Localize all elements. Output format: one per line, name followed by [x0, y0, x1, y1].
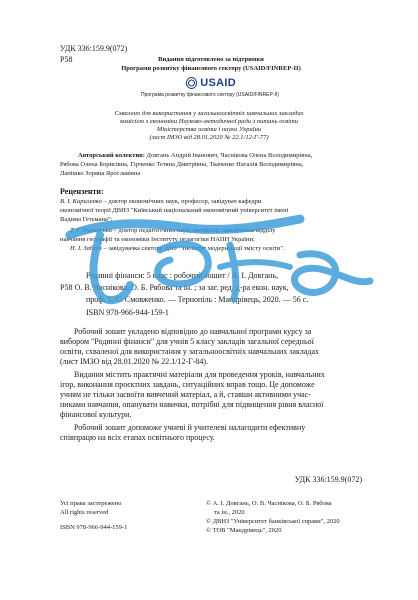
approval-line-2: комісією з економіки Науково-методичної ради з питань освіти [120, 118, 298, 125]
reviewer-2-line-2: навчання географії та економіки Інституту педагогіки НАПН України; [60, 236, 255, 243]
p3-line-2: співпрацю на всіх етапах освітнього процесу. [60, 433, 215, 442]
p1-line-3: освіти, схваленої для використання у загальноосвітніх навчальних закладах [60, 347, 320, 356]
p2-line-4: никами навчання, опанувати навички, потрібні для підвищення рівня власної [60, 400, 324, 409]
p3-line-1: Робочий зошит допоможе учневі й учителеві налагодити ефективну [74, 423, 306, 432]
p2-line-3: учням не тільки засвоїти вивчений матеріал, а й, ставши активними учас- [60, 390, 311, 399]
p1-line-1: Робочий зошит укладено відповідно до навчальної програми курсу за [74, 327, 312, 336]
reviewer-3-line-1 [70, 245, 360, 253]
p2-line-1: Видання містить практичні матеріали для проведення уроків, навчальних [74, 370, 325, 379]
rights-en: All rights reserved [60, 509, 109, 516]
annotation [60, 327, 362, 443]
copyright-authors: © А. І. Довгань, О. В. Часнікова, О. Б. Рябова [206, 500, 332, 507]
authors-names-1: Довгань Андрій Іванович, Часнікова Олена Володимирівна, [146, 152, 313, 159]
udk-code: УДК 336:159.9(072) [60, 44, 128, 53]
prepared-line-1: Видання підготовлено за підтримки [158, 56, 264, 63]
reviewer-2-line-1 [70, 227, 360, 235]
approval-line-4: (лист ІМЗО від 28.01.2020 № 22.1/12-Г-77) [149, 134, 269, 141]
reviewer-1-line-3: Вадима Гетьмана"; [60, 216, 113, 223]
reviewer-2-text: – доктор педагогічних наук, професор, завідувачка відділу [112, 227, 276, 234]
authors-line-3: Лапішко Зоряна Ярославівна [60, 170, 141, 177]
p1-line-4: (лист ІМЗО від 28.01.2020 № 22.1/12-Г-84). [60, 357, 209, 366]
p1-line-2: вибором "Родинні фінанси" для учнів 5 класу закладів загальної середньої [60, 337, 314, 346]
catalog-isbn: ISBN 978-966-944-159-1 [86, 308, 169, 317]
p2-line-5: фінансової культури. [60, 410, 132, 419]
authors-line-1 [78, 152, 368, 160]
reviewer-1-line-2: економічної теорії ДВНЗ "Київський національний економічний університет імені [60, 207, 289, 214]
rights-ua: Усі права застережено [60, 500, 122, 507]
reviewers-label: Рецензенти: [60, 187, 104, 196]
catalog-line-2 [60, 283, 400, 293]
usaid-subtitle: Програма розвитку фінансового сектору (USAID/FINREP-II) [141, 92, 279, 98]
usaid-logo [186, 76, 236, 90]
brush-stroke-cross [220, 262, 290, 267]
udk-bottom: УДК 336:159.9(072) [294, 475, 362, 484]
authors-label: Авторський колектив: [78, 152, 145, 159]
authors-line-2: Рябова Олена Борисівна, Гірченко Тетяна Дмитрівна, Ткаченко Наталія Володимирівна, [60, 161, 304, 168]
usaid-seal-icon [186, 77, 197, 89]
copyright-university: © ДВНЗ "Університет банківської справи", 2020 [206, 518, 340, 525]
p2-line-2: ігор, виконання проєктних завдань, ситуаційних вправ тощо. Це допоможе [60, 380, 315, 389]
usaid-wordmark: USAID [200, 77, 236, 89]
approval-line-1: Схвалено для використання у загальноосвітніх навчальних закладах [114, 110, 304, 117]
prepared-line-2: Програми розвитку фінансового сектору (USAID/FINREP-II) [121, 65, 301, 72]
copyright-authors-cont: та ін., 2020 [214, 509, 245, 516]
bbk-code: Р58 [60, 55, 73, 64]
reviewer-1-line-1 [60, 198, 360, 206]
catalog-line-3: проф. Т. С. Смовженко. — Тернопіль : Мандрівець, 2020. — 56 с. [86, 295, 309, 304]
catalog-authors: О. В. Часнікова, О. Б. Рябова та ін. ; за заг. ред. д-ра екон. наук, [74, 283, 289, 292]
catalog-bbk: Р58 [60, 283, 73, 292]
copyright-publisher: © ТОВ "Мандрівець", 2020 [206, 527, 282, 534]
reviewer-2-name: Т. Г. Назаренко [70, 227, 113, 234]
reviewer-3-text: – завідувачка сектору ДНУ "Інститут модернізації змісту освіти". [101, 245, 285, 252]
catalog-line-1: Родинні фінанси: 5 клас : робочий зошит / А. І. Довгань, [86, 271, 279, 280]
reviewer-1-name: В. І. Кириленко [60, 198, 102, 205]
footer-isbn: ISBN 978-966-944-159-1 [60, 524, 128, 531]
approval-line-3: Міністерства освіти і науки України [156, 126, 262, 133]
reviewer-1-text: – доктор економічних наук, професор, завідувач кафедри [101, 198, 262, 205]
reviewer-3-name: Н. І. Забєга [70, 245, 102, 252]
